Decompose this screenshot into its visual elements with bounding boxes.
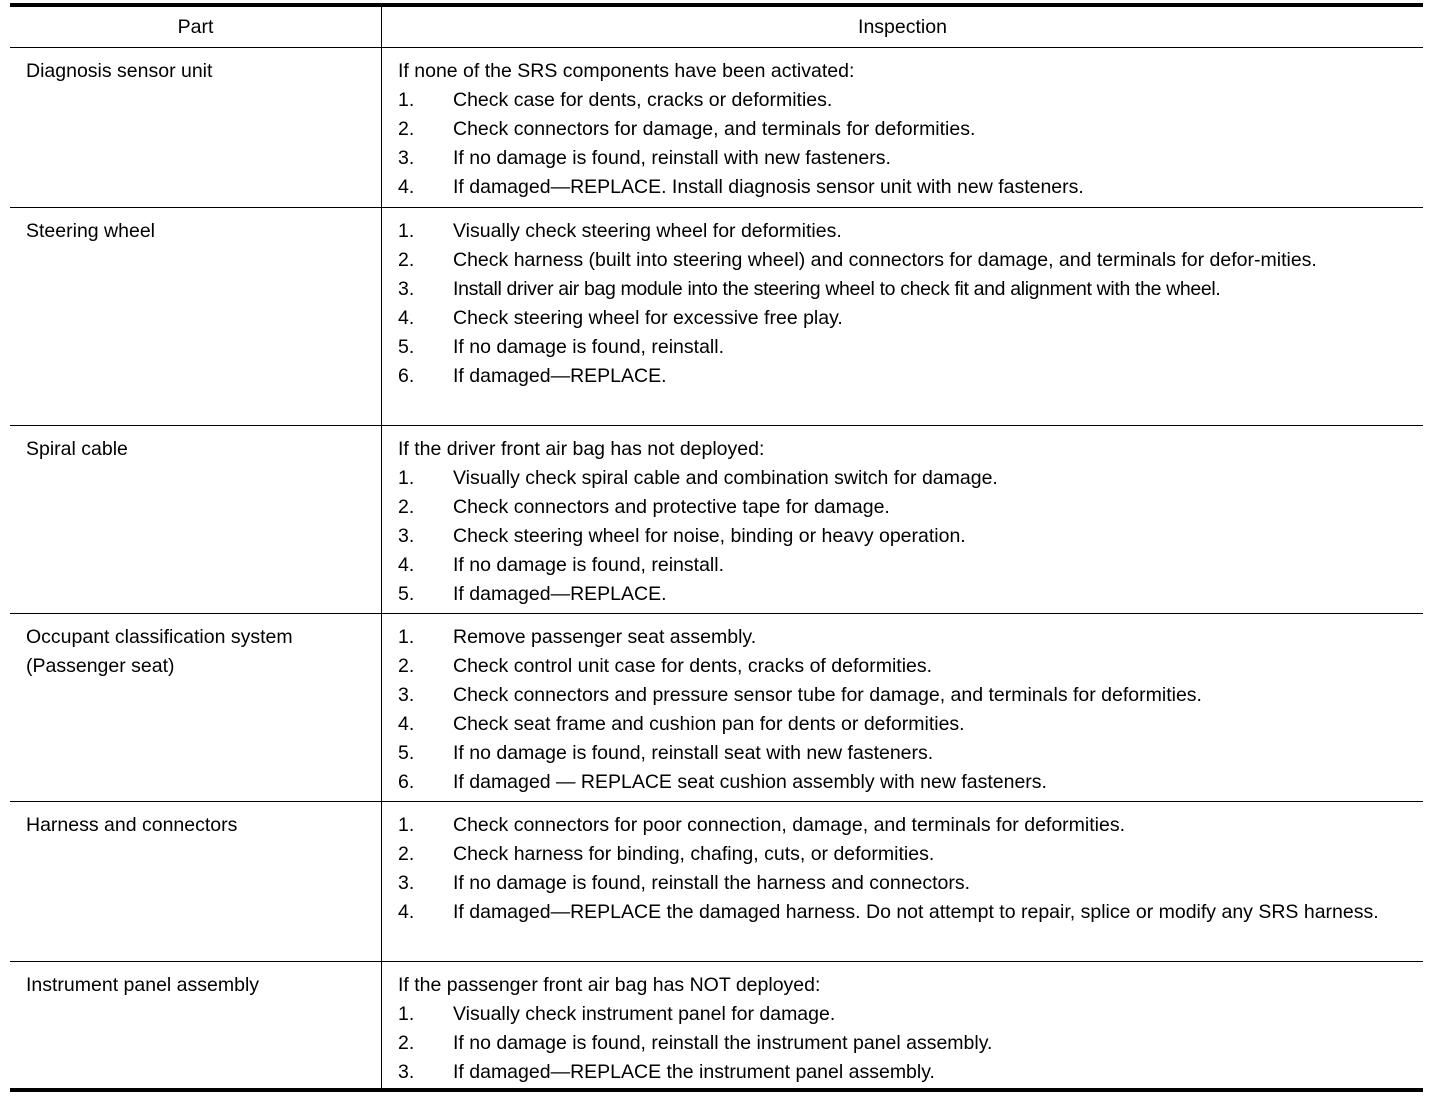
- step-item: [398, 551, 1417, 580]
- inspection-cell: [382, 426, 1423, 613]
- step-item: [398, 144, 1417, 173]
- step-number: 3.: [398, 525, 415, 547]
- step-number: 4.: [398, 713, 415, 735]
- table-row: [10, 48, 1423, 207]
- step-number: 2.: [398, 843, 415, 865]
- step-number: 2.: [398, 496, 415, 518]
- step-text: If no damage is found, reinstall with new fasteners.: [453, 147, 891, 169]
- step-text: Visually check spiral cable and combination switch for damage.: [453, 467, 998, 489]
- step-number: 6.: [398, 365, 415, 387]
- step-number: 1.: [398, 89, 415, 111]
- part-cell: Diagnosis sensor unit: [10, 48, 382, 207]
- part-cell: Spiral cable: [10, 426, 382, 613]
- step-number: 5.: [398, 583, 415, 605]
- step-item: [398, 898, 1417, 927]
- step-item: [398, 1029, 1417, 1058]
- step-item: [398, 840, 1417, 869]
- step-text: If damaged — REPLACE seat cushion assembly with new fasteners.: [453, 771, 1047, 793]
- step-number: 4.: [398, 307, 415, 329]
- step-item: [398, 246, 1417, 275]
- inspection-intro: If the passenger front air bag has NOT deployed:: [398, 974, 821, 996]
- step-item: [398, 173, 1417, 202]
- header-inspection: Inspection: [858, 16, 947, 38]
- step-text: If no damage is found, reinstall the harness and connectors.: [453, 872, 971, 894]
- step-text: If damaged—REPLACE.: [453, 365, 667, 387]
- step-text: Remove passenger seat assembly.: [453, 626, 757, 648]
- step-number: 3.: [398, 684, 415, 706]
- step-item: [398, 217, 1417, 246]
- step-item: [398, 681, 1417, 710]
- step-item: [398, 464, 1417, 493]
- step-text: Check control unit case for dents, cracks of deformities.: [453, 655, 933, 677]
- step-item: [398, 522, 1417, 551]
- inspection-table: [10, 3, 1423, 1092]
- step-number: 2.: [398, 655, 415, 677]
- header-part: Part: [10, 7, 382, 47]
- step-item: [398, 710, 1417, 739]
- step-number: 4.: [398, 176, 415, 198]
- inspection-cell: [382, 802, 1423, 961]
- step-item: [398, 811, 1417, 840]
- step-item: [398, 86, 1417, 115]
- step-text: If damaged—REPLACE. Install diagnosis sensor unit with new fasteners.: [453, 176, 1084, 198]
- step-number: 1.: [398, 626, 415, 648]
- step-number: 5.: [398, 742, 415, 764]
- table-row: [10, 613, 1423, 801]
- part-cell: Steering wheel: [10, 208, 382, 425]
- step-item: [398, 304, 1417, 333]
- step-text: Install driver air bag module into the steering wheel to check fit and alignment with the wheel.: [453, 278, 1221, 300]
- step-item: [398, 623, 1417, 652]
- inspection-cell: [382, 48, 1423, 207]
- step-text: Check seat frame and cushion pan for dents or deformities.: [453, 713, 965, 735]
- step-text: Check steering wheel for noise, binding or heavy operation.: [453, 525, 966, 547]
- step-number: 1.: [398, 467, 415, 489]
- step-item: [398, 333, 1417, 362]
- step-text: Check connectors for poor connection, damage, and terminals for deformities.: [453, 814, 1126, 836]
- part-cell: [10, 614, 382, 801]
- step-number: 2.: [398, 118, 415, 140]
- step-number: 4.: [398, 901, 415, 923]
- step-text: Check connectors for damage, and terminals for deformities.: [453, 118, 976, 140]
- step-number: 3.: [398, 278, 415, 300]
- part-cell: Instrument panel assembly: [10, 962, 382, 1088]
- step-item: [398, 768, 1417, 797]
- step-text: Check connectors and pressure sensor tube for damage, and terminals for deformities.: [453, 684, 1202, 706]
- step-item: [398, 869, 1417, 898]
- inspection-cell: [382, 208, 1423, 425]
- step-number: 1.: [398, 814, 415, 836]
- step-number: 5.: [398, 336, 415, 358]
- step-text: Check steering wheel for excessive free play.: [453, 307, 843, 329]
- step-text: If no damage is found, reinstall seat with new fasteners.: [453, 742, 934, 764]
- inspection-intro: If the driver front air bag has not deployed:: [398, 438, 765, 460]
- table-row: [10, 425, 1423, 613]
- step-item: [398, 652, 1417, 681]
- step-text: Check case for dents, cracks or deformities.: [453, 89, 833, 111]
- step-text: Visually check instrument panel for damage.: [453, 1003, 836, 1025]
- step-item: [398, 739, 1417, 768]
- part-cell-line: (Passenger seat): [26, 655, 175, 677]
- step-text: If damaged—REPLACE.: [453, 583, 667, 605]
- step-number: 1.: [398, 220, 415, 242]
- step-text: Check harness for binding, chafing, cuts, or deformities.: [453, 843, 935, 865]
- table-row: [10, 961, 1423, 1088]
- inspection-cell: [382, 614, 1423, 801]
- table-header-row: [10, 7, 1423, 48]
- step-item: [398, 580, 1417, 609]
- step-item: [398, 115, 1417, 144]
- step-number: 3.: [398, 872, 415, 894]
- step-number: 2.: [398, 249, 415, 271]
- step-text: If no damage is found, reinstall the instrument panel assembly.: [453, 1032, 993, 1054]
- step-number: 4.: [398, 554, 415, 576]
- table-row: [10, 801, 1423, 961]
- step-item: [398, 362, 1417, 391]
- step-text: If damaged—REPLACE the damaged harness. Do not attempt to repair, splice or modify any SRS harness.: [453, 901, 1379, 923]
- step-number: 3.: [398, 147, 415, 169]
- step-item: [398, 493, 1417, 522]
- step-item: [398, 1000, 1417, 1029]
- step-text: Check connectors and protective tape for damage.: [453, 496, 890, 518]
- step-text: If no damage is found, reinstall.: [453, 336, 724, 358]
- part-cell: Harness and connectors: [10, 802, 382, 961]
- step-text: If damaged—REPLACE the instrument panel assembly.: [453, 1061, 935, 1083]
- step-item: [398, 275, 1417, 304]
- inspection-cell: [382, 962, 1423, 1088]
- inspection-intro: If none of the SRS components have been activated:: [398, 60, 855, 82]
- step-number: 6.: [398, 771, 415, 793]
- step-number: 1.: [398, 1003, 415, 1025]
- step-text: Check harness (built into steering wheel) and connectors for damage, and terminals for defor-mities.: [453, 249, 1317, 271]
- table-row: [10, 207, 1423, 425]
- step-text: Visually check steering wheel for deformities.: [453, 220, 842, 242]
- step-number: 2.: [398, 1032, 415, 1054]
- step-text: If no damage is found, reinstall.: [453, 554, 724, 576]
- step-item: [398, 1058, 1417, 1087]
- part-cell-line: Occupant classification system: [26, 626, 293, 648]
- step-number: 3.: [398, 1061, 415, 1083]
